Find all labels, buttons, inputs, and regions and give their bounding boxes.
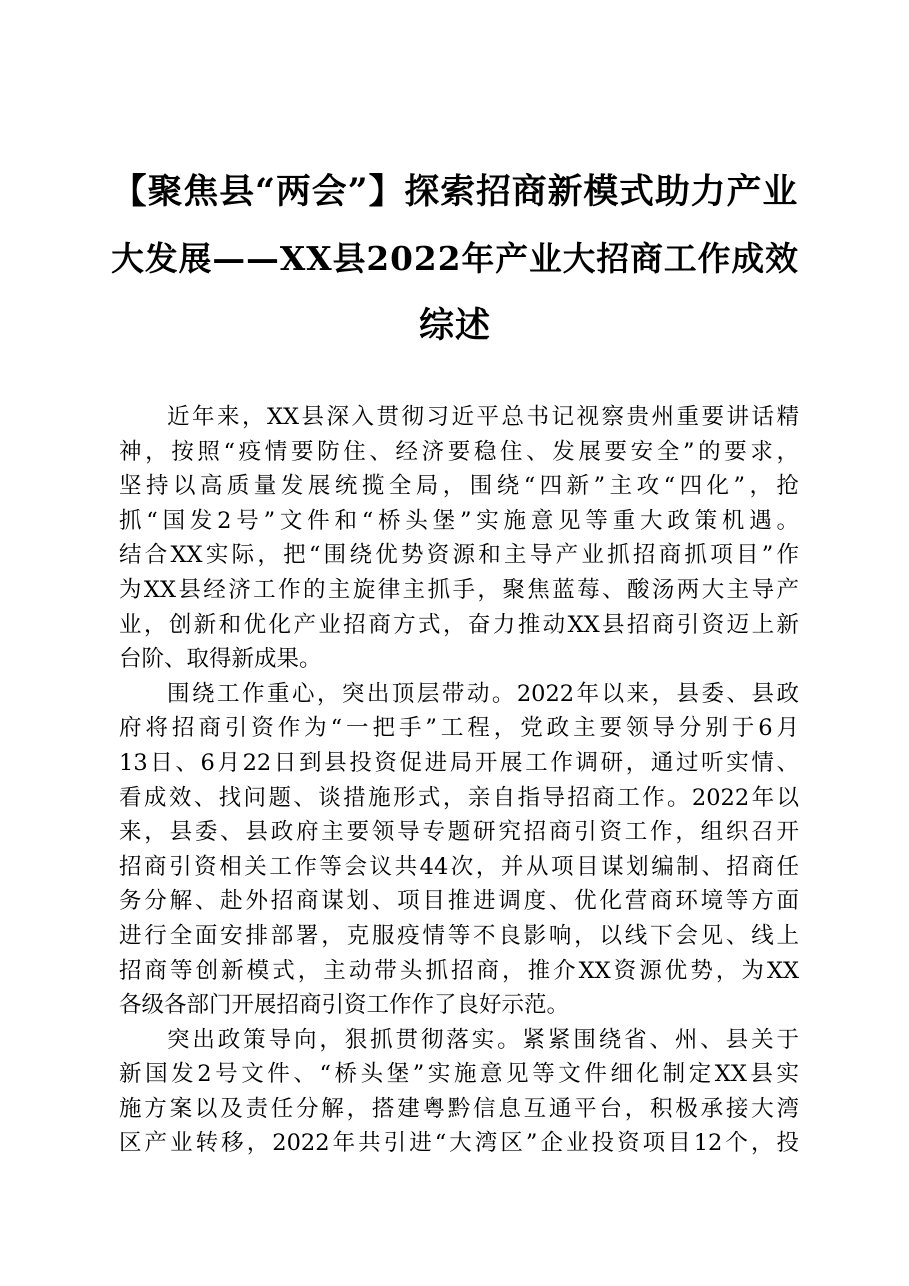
text-line: 招商引资相关工作等会议共44次，并从项目谋划编制、招商任 (119, 853, 799, 880)
text-line: 府将招商引资作为“一把手”工程，党政主要领导分别于6月 (119, 715, 799, 742)
title-line: 【聚焦县“两会”】探索招商新模式助力产业 (111, 171, 799, 212)
document-title (110, 158, 800, 359)
paragraph-leadership (119, 677, 799, 1023)
paragraph-policy (119, 1023, 799, 1161)
paragraph-intro (119, 400, 799, 677)
text-line: 抓“国发2号”文件和“桥头堡”实施意见等重大政策机遇。 (119, 507, 799, 534)
text-line: 突出政策导向，狠抓贯彻落实。紧紧围绕省、州、县关于 (167, 1026, 799, 1053)
document-body (119, 400, 799, 1161)
text-line: 为XX县经济工作的主旋律主抓手，聚焦蓝莓、酸汤两大主导产 (119, 576, 799, 603)
text-line: 13日、6月22日到县投资促进局开展工作调研，通过听实情、 (119, 749, 799, 776)
text-line: 结合XX实际，把“围绕优势资源和主导产业抓招商抓项目”作 (119, 542, 799, 569)
text-line: 台阶、取得新成果。 (119, 646, 322, 673)
text-line: 业，创新和优化产业招商方式，奋力推动XX县招商引资迈上新 (119, 611, 799, 638)
text-line: 神，按照“疫情要防住、经济要稳住、发展要安全”的要求， (119, 438, 799, 465)
title-line: 大发展——XX县2022年产业大招商工作成效 (111, 239, 799, 278)
text-line: 来，县委、县政府主要领导专题研究招商引资工作，组织召开 (119, 819, 799, 846)
text-line: 看成效、找问题、谈措施形式，亲自指导招商工作。2022年以 (119, 784, 799, 811)
text-line: 新国发2号文件、“桥头堡”实施意见等文件细化制定XX县实 (119, 1061, 799, 1088)
text-line: 务分解、赴外招商谋划、项目推进调度、优化营商环境等方面 (119, 888, 799, 915)
text-line: 招商等创新模式，主动带头抓招商，推介XX资源优势，为XX (119, 957, 799, 984)
text-line: 施方案以及责任分解，搭建粤黔信息互通平台，积极承接大湾 (119, 1095, 799, 1122)
text-line: 近年来，XX县深入贯彻习近平总书记视察贵州重要讲话精 (167, 404, 799, 430)
title-line: 综述 (418, 305, 491, 346)
text-line: 进行全面安排部署，克服疫情等不良影响，以线下会见、线上 (119, 922, 799, 949)
text-line: 区产业转移，2022年共引进“大湾区”企业投资项目12个，投 (119, 1130, 799, 1157)
text-line: 各级各部门开展招商引资工作作了良好示范。 (119, 992, 570, 1019)
text-line: 围绕工作重心，突出顶层带动。2022年以来，县委、县政 (167, 680, 799, 707)
text-line: 坚持以高质量发展统揽全局，围绕“四新”主攻“四化”，抢 (119, 473, 799, 500)
